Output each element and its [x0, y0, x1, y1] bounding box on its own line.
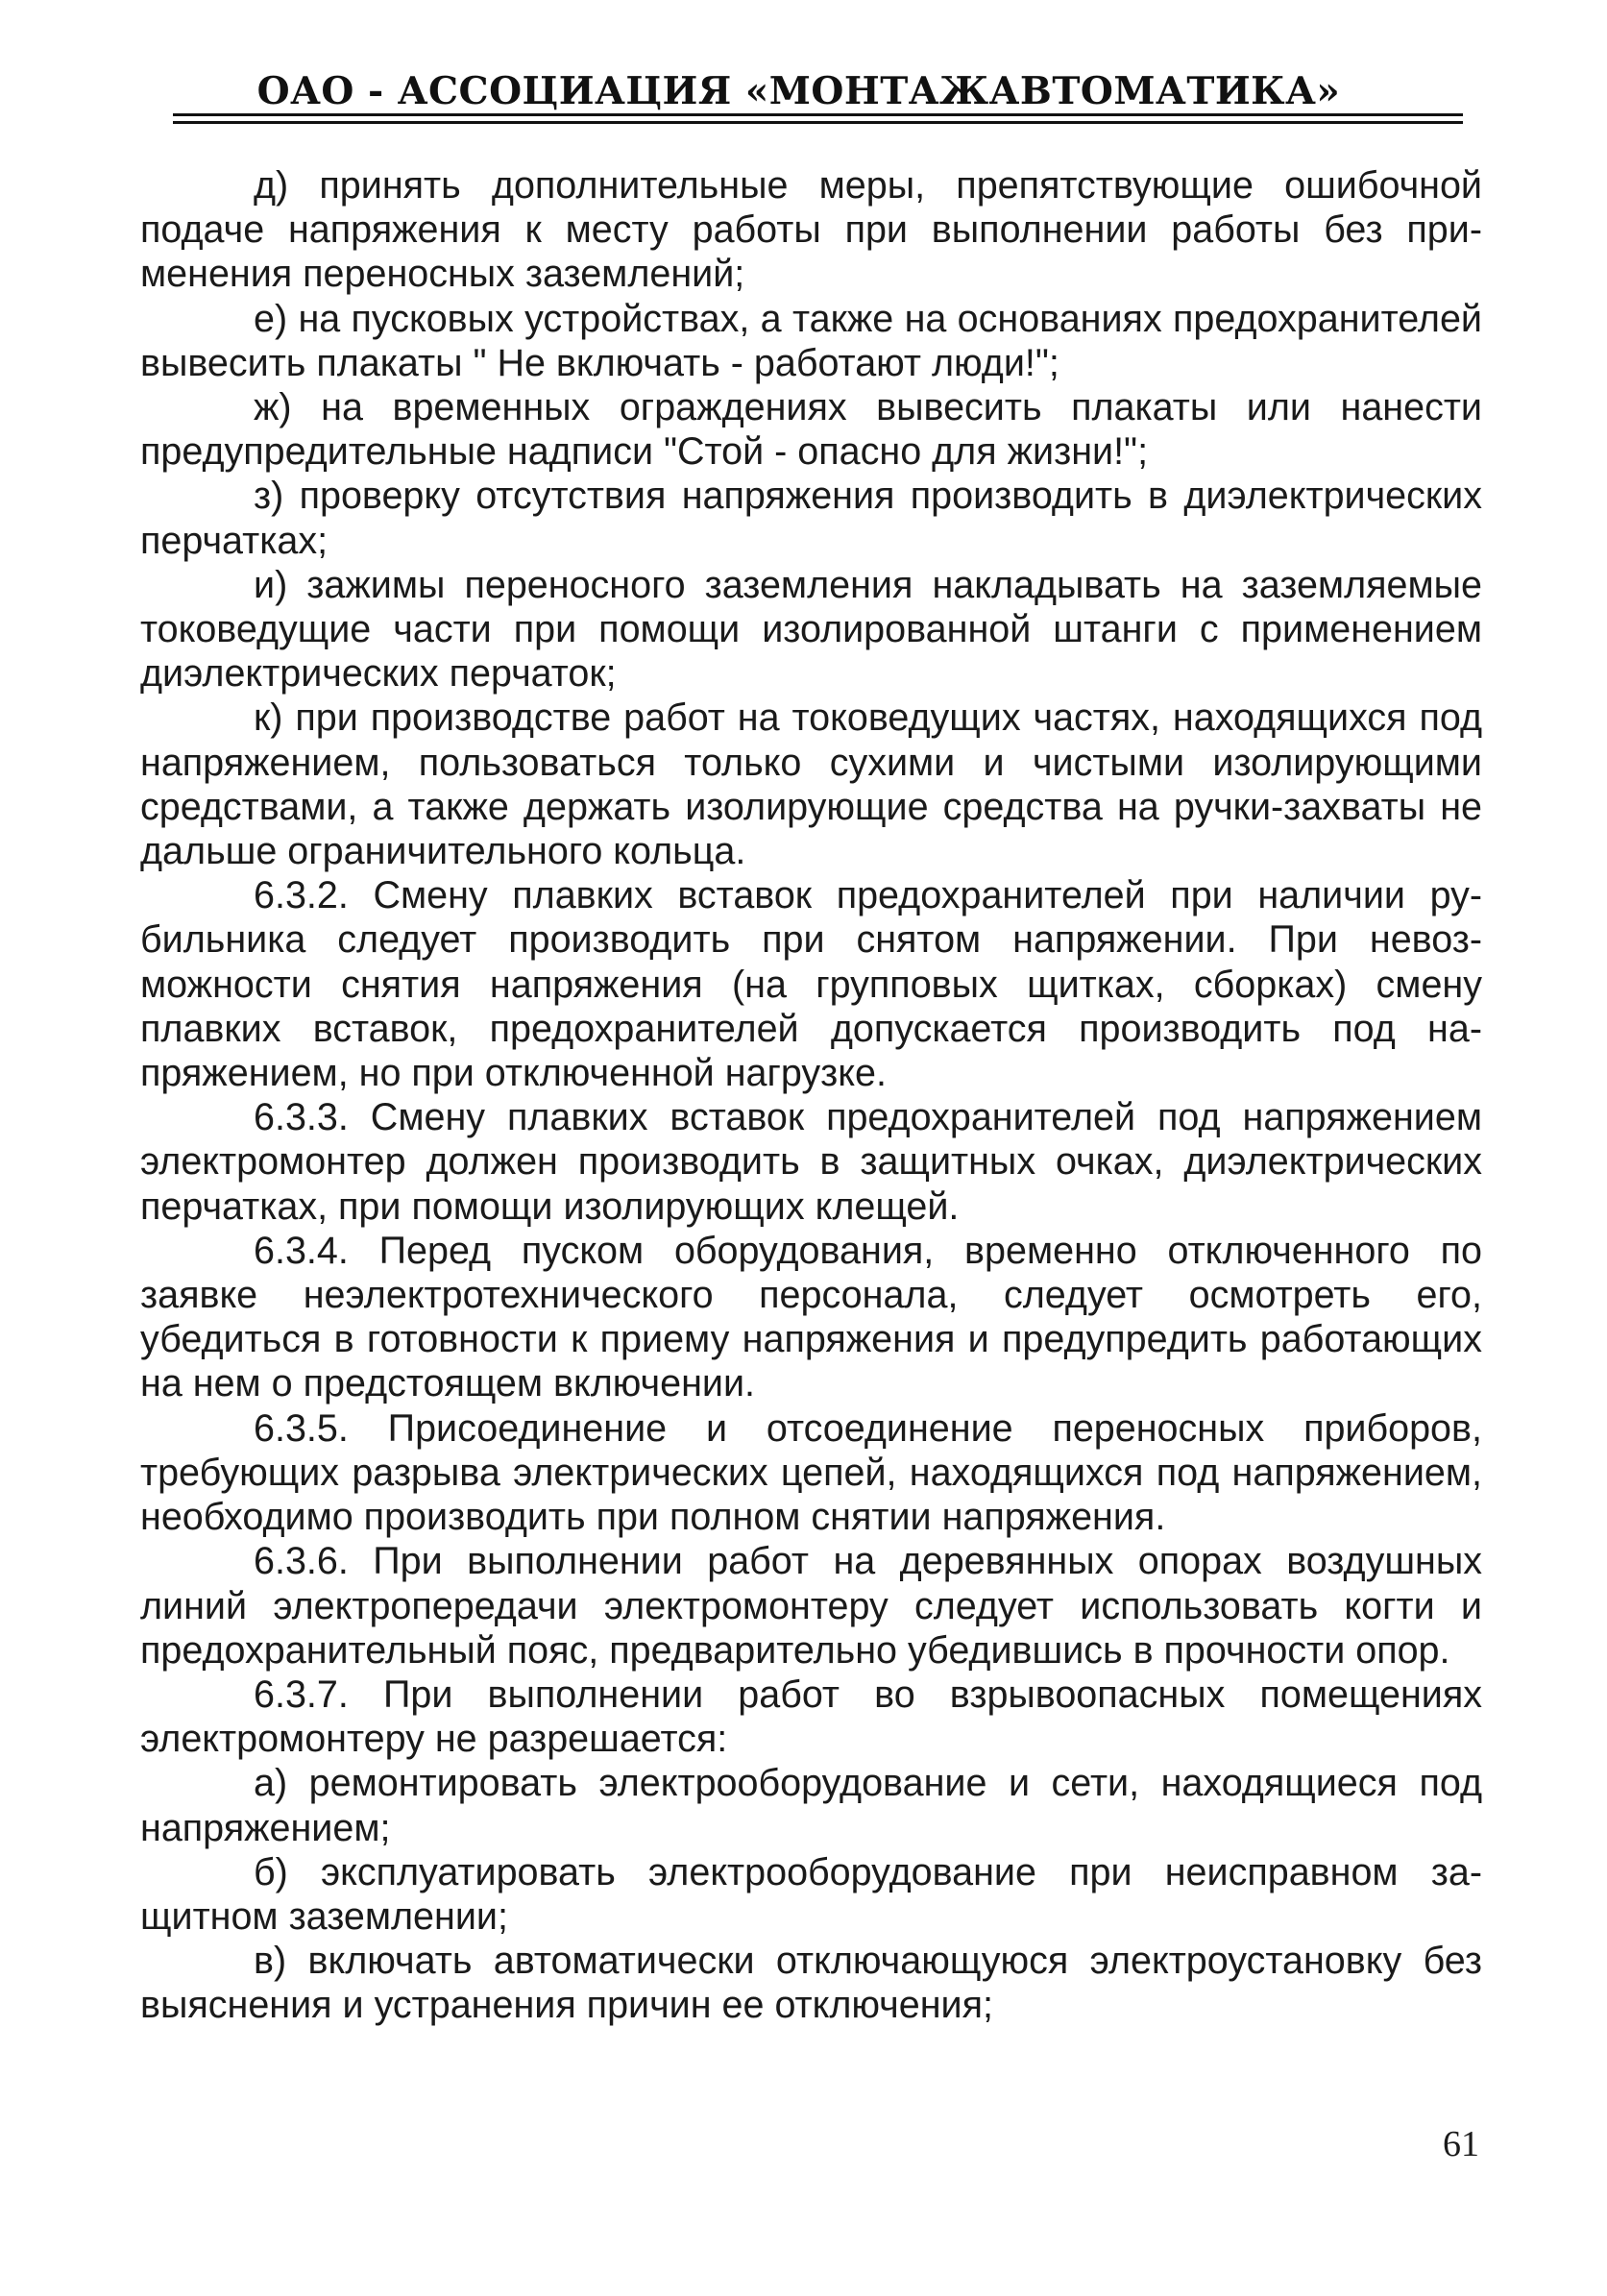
paragraph-6-3-2: 6.3.2. Смену плавких вставок предохранителей при наличии рубильника следует производить при снятом напряжении. При невозможности снятия напряжения (на групповых щитках, сборках) смену плавких вставок, предохранителей допускается производить под напряжением, но при отключенной нагрузке. [140, 874, 1482, 1095]
header-rule-bottom [173, 121, 1463, 124]
paragraph-6-3-3: 6.3.3. Смену плавких вставок предохранителей под напряжением электромонтер должен производить в защитных очках, диэлектрических перчатках, при помощи изолирующих клещей. [140, 1096, 1482, 1228]
paragraph-b: б) эксплуатировать электрооборудование при неисправном защитном заземлении; [140, 1850, 1482, 1938]
paragraph-6-3-6: 6.3.6. При выполнении работ на деревянных опорах воздушных линий электропередачи электромонтеру следует использовать когти и предохранительный пояс, предварительно убедившись в прочности опор. [140, 1540, 1482, 1672]
running-header: ОАО - АССОЦИАЦИЯ «МОНТАЖАВТОМАТИКА» [256, 69, 1341, 113]
body-text [140, 163, 1482, 2028]
paragraph-e: е) на пусковых устройствах, а также на основаниях предохранителей вывесить плакаты " Не включать - работают люди!"; [140, 297, 1482, 384]
paragraph-a: а) ремонтировать электрооборудование и сети, находящиеся под напряжением; [140, 1762, 1482, 1849]
paragraph-d: д) принять дополнительные меры, препятствующие ошибочной подаче напряжения к месту работы при выполнении работы без применения переносных заземлений; [140, 164, 1482, 296]
page-number: 61 [1443, 2124, 1479, 2164]
paragraph-6-3-4: 6.3.4. Перед пуском оборудования, временно отключенного по заявке неэлектротехнического персонала, следует осмотреть его, убедиться в готовности к приему напряжения и предупредить работающих на нем о предстоящем включении. [140, 1229, 1482, 1405]
paragraph-6-3-7: 6.3.7. При выполнении работ во взрывоопасных помещениях электромонтеру не разрешается: [140, 1673, 1482, 1761]
paragraph-z: з) проверку отсутствия напряжения производить в диэлектрических перчатках; [140, 475, 1482, 562]
paragraph-k: к) при производстве работ на токоведущих частях, находящихся под напряжением, пользоваться только сухими и чистыми изолирующими средствами, а также держать изолирующие средства на ручки-захваты не дальше ограничительного кольца. [140, 696, 1482, 873]
paragraph-v: в) включать автоматически отключающуюся электроустановку без выяснения и устранения причин ее отключения; [140, 1940, 1482, 2027]
paragraph-i: и) зажимы переносного заземления накладывать на заземляемые токоведущие части при помощи изолированной штанги с применением диэлектрических перчаток; [140, 563, 1482, 696]
paragraph-6-3-5: 6.3.5. Присоединение и отсоединение переносных приборов, требующих разрыва электрических цепей, находящихся под напряжением, необходимо производить при полном снятии напряжения. [140, 1406, 1482, 1539]
header-rule-top [173, 113, 1463, 116]
paragraph-zh: ж) на временных ограждениях вывесить плакаты или нанести предупредительные надписи "Стой - опасно для жизни!"; [140, 386, 1482, 474]
